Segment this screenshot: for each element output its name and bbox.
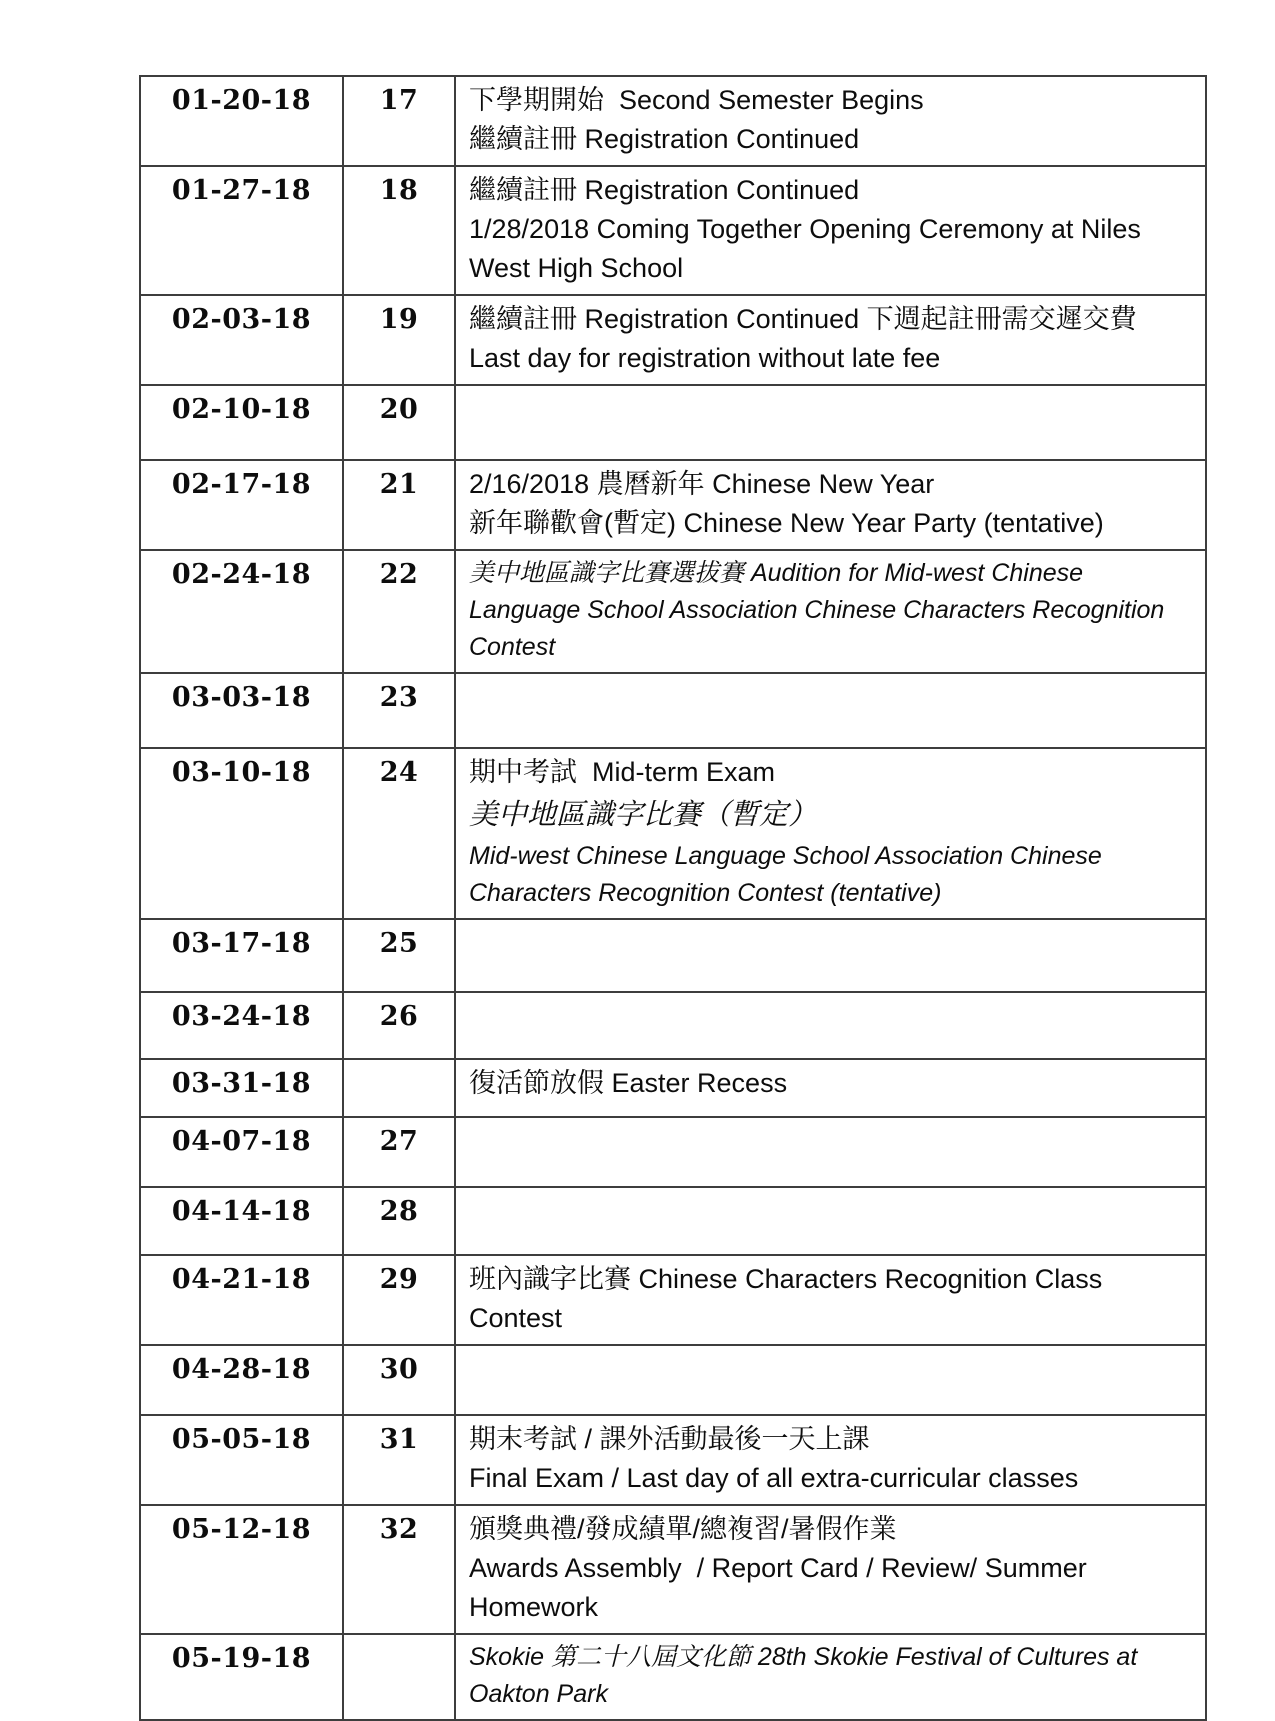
event-line: 期末考試 / 課外活動最後一天上課 — [469, 1424, 870, 1454]
week-number-cell: 28 — [343, 1187, 455, 1255]
week-number-cell: 20 — [343, 385, 455, 460]
event-line: 頒獎典禮/發成績單/總複習/暑假作業 — [469, 1514, 897, 1544]
calendar-table — [139, 75, 1207, 1721]
table-row — [140, 385, 1206, 460]
week-number-cell: 23 — [343, 673, 455, 748]
date-cell: 02-17-18 — [140, 460, 343, 550]
date-cell: 02-03-18 — [140, 295, 343, 385]
table-row — [140, 1117, 1206, 1187]
week-number-cell — [343, 1634, 455, 1720]
table-row — [140, 295, 1206, 385]
events-cell — [455, 1415, 1206, 1505]
calendar-table-body — [140, 76, 1206, 1720]
table-row — [140, 166, 1206, 295]
week-number-cell: 30 — [343, 1345, 455, 1415]
event-line: 下學期開始 Second Semester Begins — [469, 85, 924, 115]
event-line: 1/28/2018 Coming Together Opening Ceremony at Niles West High School — [469, 214, 1149, 283]
event-line: 繼續註冊 Registration Continued — [469, 124, 860, 154]
date-cell: 03-10-18 — [140, 748, 343, 919]
week-number-cell: 21 — [343, 460, 455, 550]
events-cell — [455, 166, 1206, 295]
event-line: 美中地區識字比賽（暫定） — [469, 799, 818, 831]
date-cell: 02-10-18 — [140, 385, 343, 460]
date-cell: 04-07-18 — [140, 1117, 343, 1187]
date-cell: 05-19-18 — [140, 1634, 343, 1720]
date-cell: 01-27-18 — [140, 166, 343, 295]
events-cell — [455, 1505, 1206, 1634]
week-number-cell: 31 — [343, 1415, 455, 1505]
event-line: Skokie 第二十八屆文化節 28th Skokie Festival of Cultures at Oakton Park — [469, 1643, 1145, 1708]
event-line: 新年聯歡會(暫定) Chinese New Year Party (tentative) — [469, 508, 1104, 538]
event-line: Final Exam / Last day of all extra-curricular classes — [469, 1463, 1079, 1493]
date-cell: 04-21-18 — [140, 1255, 343, 1345]
week-number-cell: 29 — [343, 1255, 455, 1345]
event-line: 復活節放假 Easter Recess — [469, 1068, 788, 1098]
events-cell — [455, 1255, 1206, 1345]
event-line: 期中考試 Mid-term Exam — [469, 757, 776, 787]
date-cell: 03-17-18 — [140, 919, 343, 992]
table-row — [140, 1345, 1206, 1415]
date-cell: 04-14-18 — [140, 1187, 343, 1255]
event-line: 2/16/2018 農曆新年 Chinese New Year — [469, 469, 935, 499]
events-cell — [455, 1634, 1206, 1720]
events-cell — [455, 295, 1206, 385]
events-cell — [455, 1117, 1206, 1187]
week-number-cell: 25 — [343, 919, 455, 992]
date-cell: 03-03-18 — [140, 673, 343, 748]
event-line: 繼續註冊 Registration Continued 下週起註冊需交遲交費 — [469, 304, 1137, 334]
week-number-cell: 22 — [343, 550, 455, 673]
events-cell — [455, 1059, 1206, 1117]
event-line: Last day for registration without late fee — [469, 343, 941, 373]
event-line: Mid-west Chinese Language School Association Chinese Characters Recognition Contest (tentative) — [469, 842, 1109, 907]
date-cell: 05-12-18 — [140, 1505, 343, 1634]
date-cell: 04-28-18 — [140, 1345, 343, 1415]
date-cell: 03-31-18 — [140, 1059, 343, 1117]
table-row — [140, 1187, 1206, 1255]
date-cell: 03-24-18 — [140, 992, 343, 1059]
event-line: 美中地區識字比賽選拔賽 Audition for Mid-west Chinese Language School Association Chinese Characters Recognition Contest — [469, 559, 1172, 661]
events-cell — [455, 550, 1206, 673]
event-line: Awards Assembly / Report Card / Review/ Summer Homework — [469, 1553, 1095, 1622]
date-cell: 02-24-18 — [140, 550, 343, 673]
table-row — [140, 1059, 1206, 1117]
table-row — [140, 550, 1206, 673]
events-cell — [455, 992, 1206, 1059]
date-cell: 01-20-18 — [140, 76, 343, 166]
events-cell — [455, 673, 1206, 748]
week-number-cell: 26 — [343, 992, 455, 1059]
table-row — [140, 673, 1206, 748]
table-row — [140, 919, 1206, 992]
week-number-cell — [343, 1059, 455, 1117]
week-number-cell: 19 — [343, 295, 455, 385]
table-row — [140, 1505, 1206, 1634]
table-row — [140, 1255, 1206, 1345]
events-cell — [455, 1187, 1206, 1255]
events-cell — [455, 76, 1206, 166]
table-row — [140, 748, 1206, 919]
week-number-cell: 17 — [343, 76, 455, 166]
events-cell — [455, 1345, 1206, 1415]
week-number-cell: 32 — [343, 1505, 455, 1634]
event-line: 班內識字比賽 Chinese Characters Recognition Class Contest — [469, 1264, 1110, 1333]
events-cell — [455, 919, 1206, 992]
event-line: 繼續註冊 Registration Continued — [469, 175, 860, 205]
week-number-cell: 18 — [343, 166, 455, 295]
week-number-cell: 24 — [343, 748, 455, 919]
events-cell — [455, 385, 1206, 460]
week-number-cell: 27 — [343, 1117, 455, 1187]
table-row — [140, 76, 1206, 166]
table-row — [140, 1415, 1206, 1505]
table-row — [140, 460, 1206, 550]
events-cell — [455, 460, 1206, 550]
table-row — [140, 992, 1206, 1059]
date-cell: 05-05-18 — [140, 1415, 343, 1505]
table-row — [140, 1634, 1206, 1720]
events-cell — [455, 748, 1206, 919]
